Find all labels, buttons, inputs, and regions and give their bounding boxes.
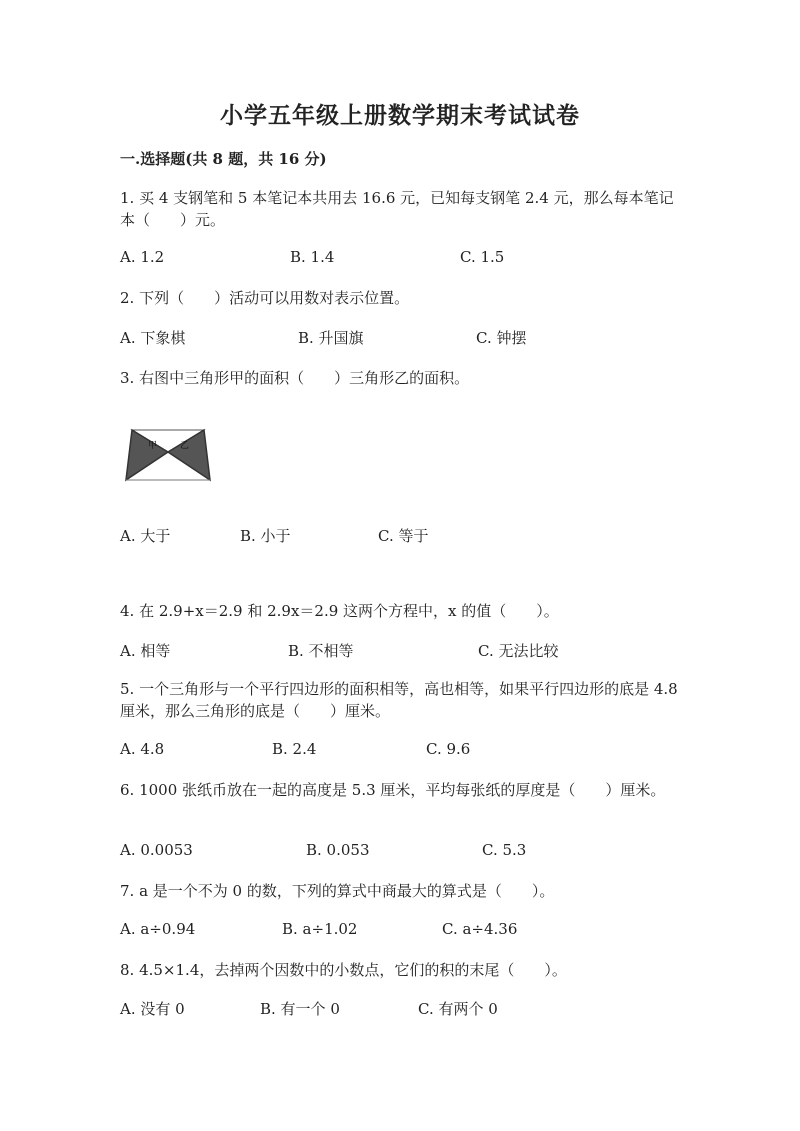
label-yi: 乙 [180,441,190,451]
option-b[interactable]: B. 有一个 0 [260,1000,340,1018]
option-a[interactable]: A. 1.2 [120,248,165,266]
option-b[interactable]: B. 0.053 [306,841,370,859]
option-c[interactable]: C. a÷4.36 [442,920,518,938]
label-jia: 甲 [148,441,158,451]
options-4 [120,640,720,662]
option-b[interactable]: B. 2.4 [272,740,317,758]
option-c[interactable]: C. 5.3 [482,841,527,859]
option-b[interactable]: B. a÷1.02 [282,920,358,938]
option-a[interactable]: A. 4.8 [120,740,165,758]
triangle-figure [122,420,214,486]
option-c[interactable]: C. 无法比较 [478,642,559,660]
question-4: 4. 在 2.9+x＝2.9 和 2.9x＝2.9 这两个方程中，x 的值（ ）。 [120,602,559,620]
option-a[interactable]: A. 相等 [120,642,171,660]
question-5: 5. 一个三角形与一个平行四边形的面积相等，高也相等，如果平行四边形的底是 4.8 厘米，那么三角形的底是（ ）厘米。 [120,680,678,720]
option-c[interactable]: C. 9.6 [426,740,471,758]
option-c[interactable]: C. 钟摆 [476,329,527,347]
options-8 [120,998,720,1020]
option-a[interactable]: A. 大于 [120,527,171,545]
option-a[interactable]: A. 0.0053 [120,841,193,859]
options-6 [120,841,720,863]
option-b[interactable]: B. 1.4 [290,248,335,266]
options-1 [120,248,720,270]
options-7 [120,920,720,942]
section-heading: 一.选择题(共 8 题，共 16 分) [120,150,327,168]
options-3 [120,525,720,547]
options-5 [120,740,720,762]
option-c[interactable]: C. 有两个 0 [418,1000,498,1018]
option-a[interactable]: A. 下象棋 [120,329,186,347]
option-a[interactable]: A. 没有 0 [120,1000,185,1018]
question-6: 6. 1000 张纸币放在一起的高度是 5.3 厘米，平均每张纸的厚度是（ ）厘米。 [120,781,666,799]
option-c[interactable]: C. 1.5 [460,248,505,266]
question-3: 3. 右图中三角形甲的面积（ ）三角形乙的面积。 [120,369,470,387]
option-c[interactable]: C. 等于 [378,527,429,545]
option-a[interactable]: A. a÷0.94 [120,920,196,938]
option-b[interactable]: B. 小于 [240,527,291,545]
question-8: 8. 4.5×1.4，去掉两个因数中的小数点，它们的积的末尾（ ）。 [120,961,567,979]
option-b[interactable]: B. 不相等 [288,642,354,660]
question-2: 2. 下列（ ）活动可以用数对表示位置。 [120,289,410,307]
question-1: 1. 买 4 支钢笔和 5 本笔记本共用去 16.6 元，已知每支钢笔 2.4 元，那么每本笔记本（ ）元。 [120,189,674,229]
page-title: 小学五年级上册数学期末考试试卷 [220,102,580,129]
options-2 [120,327,720,349]
question-7: 7. a 是一个不为 0 的数，下列的算式中商最大的算式是（ ）。 [120,882,555,900]
option-b[interactable]: B. 升国旗 [298,329,364,347]
